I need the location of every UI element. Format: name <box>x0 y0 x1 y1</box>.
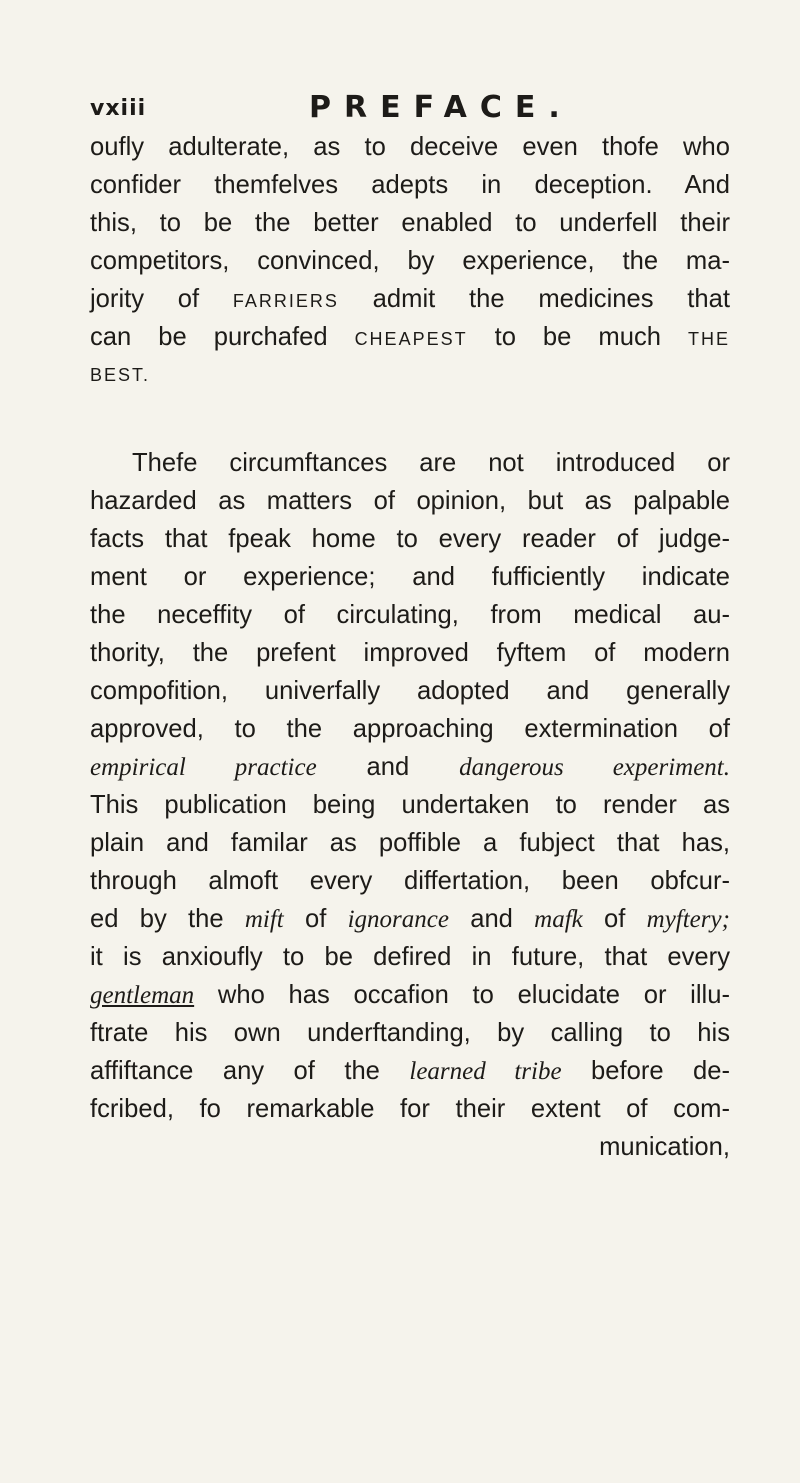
paragraph-gap <box>90 394 730 444</box>
small-caps-the: THE <box>687 329 730 349</box>
text-line: oufly adulterate, as to deceive even thofe who <box>90 133 730 161</box>
italic-phrase: empirical practice <box>90 754 317 781</box>
small-caps-best: BEST. <box>90 365 151 385</box>
page-number: vxiii <box>90 96 147 121</box>
text-line <box>90 280 730 318</box>
text-line: hazarded as matters of opinion, but as palpable <box>90 487 730 515</box>
small-caps-farriers: FARRIERS <box>232 291 339 311</box>
text-run: can be purchafed <box>90 323 328 351</box>
text-line: approved, to the approaching extermination of <box>90 715 730 743</box>
text-line: through almoft every differtation, been obfcur- <box>90 867 730 895</box>
italic-word: myftery; <box>646 906 730 933</box>
text-line: compofition, univerfally adopted and generally <box>90 677 730 705</box>
text-line <box>90 1052 730 1090</box>
text-run: of <box>304 905 327 933</box>
italic-word: ignorance <box>347 906 449 933</box>
text-line: it is anxioufly to be defired in future, that every <box>90 943 730 971</box>
text-line: This publication being undertaken to render as <box>90 791 730 819</box>
text-line <box>90 900 730 938</box>
text-line: facts that fpeak home to every reader of judge- <box>90 525 730 553</box>
text-line: plain and familar as poffible a fubject that has, <box>90 829 730 857</box>
italic-phrase: learned tribe <box>409 1058 562 1085</box>
catchword: munication, <box>599 1133 730 1161</box>
text-line <box>90 748 730 786</box>
text-line <box>90 976 730 1014</box>
text-run: admit the medicines that <box>372 285 730 313</box>
text-line: the neceffity of circulating, from medical au- <box>90 601 730 629</box>
paragraph-2 <box>90 444 730 1166</box>
text-run: affiftance any of the <box>90 1057 380 1085</box>
text-line: thority, the prefent improved fyftem of modern <box>90 639 730 667</box>
italic-phrase: dangerous experiment. <box>459 754 730 781</box>
text-line: competitors, convinced, by experience, the ma- <box>90 247 730 275</box>
text-run: and <box>470 905 513 933</box>
running-head: PREFACE. <box>309 90 573 125</box>
italic-word: mift <box>244 906 284 933</box>
text-line: ftrate his own underftanding, by calling to his <box>90 1019 730 1047</box>
text-line <box>90 318 730 356</box>
text-run: before de- <box>591 1057 731 1085</box>
italic-word: gentleman <box>90 982 195 1009</box>
text-run: ed by the <box>90 905 224 933</box>
text-run: of <box>604 905 626 933</box>
text-line: ment or experience; and fufficiently indicate <box>90 563 730 591</box>
text-line: fcribed, fo remarkable for their extent of com- <box>90 1095 730 1123</box>
text-run: who has occafion to elucidate or illu- <box>217 981 730 1009</box>
text-run: and <box>366 753 410 781</box>
text-line: this, to be the better enabled to underfell their <box>90 209 730 237</box>
italic-word: mafk <box>534 906 583 933</box>
small-caps-cheapest: CHEAPEST <box>354 329 468 349</box>
page-header <box>90 90 730 130</box>
text-run: jority of <box>90 285 200 313</box>
text-run: to be much <box>494 323 661 351</box>
text-line: Thefe circumftances are not introduced or <box>132 449 730 477</box>
text-line: confider themfelves adepts in deception. And <box>90 171 730 199</box>
paragraph-1 <box>90 128 730 394</box>
body-text <box>90 128 730 1166</box>
